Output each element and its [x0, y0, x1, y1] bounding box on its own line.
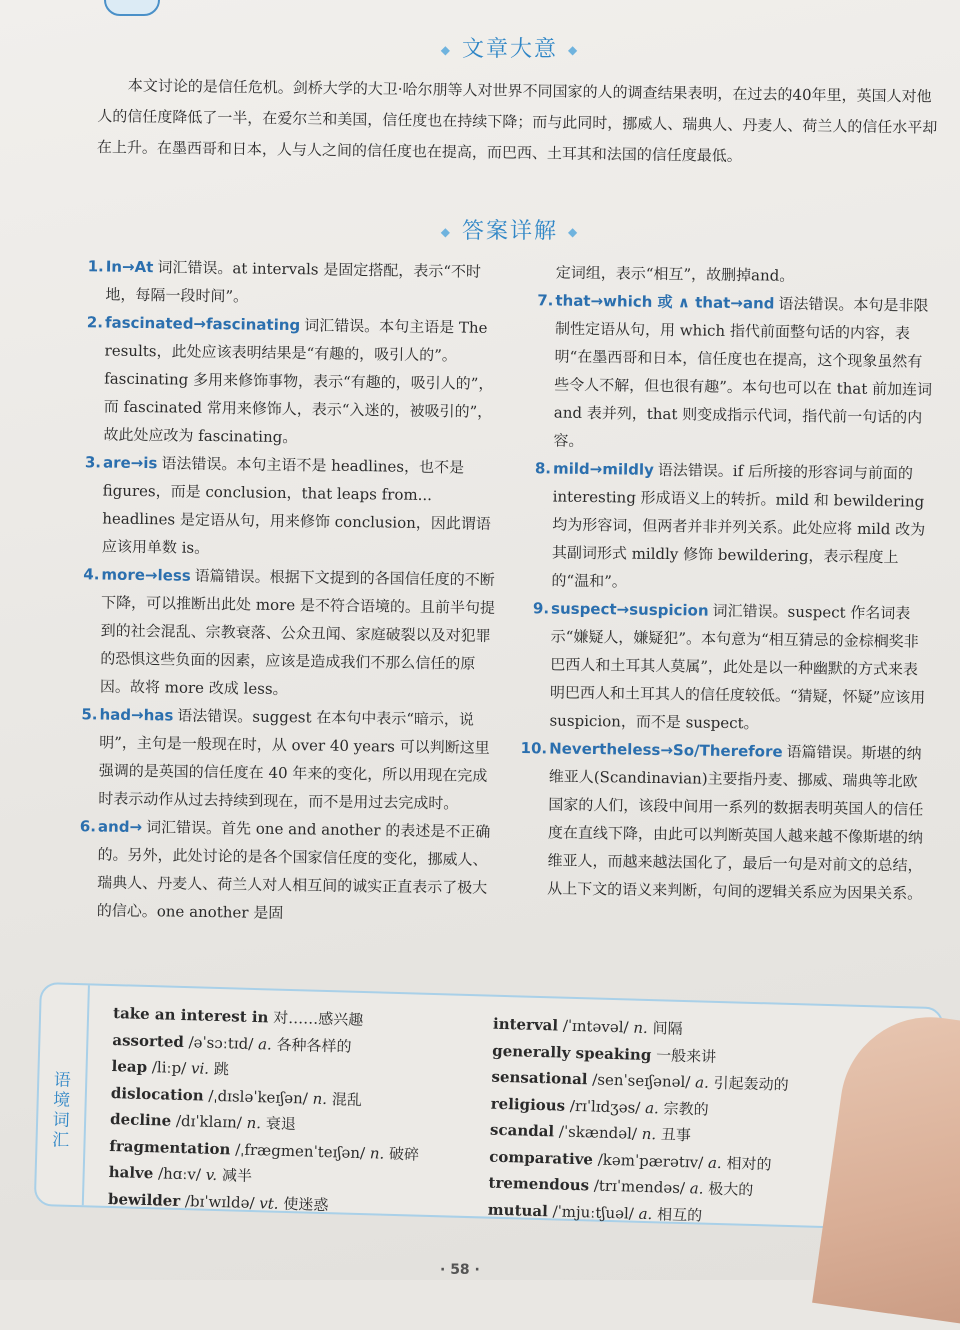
vocab-entry: mutual /ˈmjuːtʃuəl/ a. 相互的: [487, 1200, 703, 1225]
vocab-entry: assorted /əˈsɔːtɪd/ a. 各种各样的: [112, 1030, 352, 1056]
vocab-entry: tremendous /trɪˈmendəs/ a. 极大的: [488, 1173, 754, 1199]
answers-left-column: [61, 252, 500, 930]
vocabulary-side-tab: [36, 984, 90, 1205]
vocab-entry: scandal /ˈskændəl/ n. 丑事: [489, 1120, 692, 1145]
answer-item: 2. fascinated→fascinating 词汇错误。本句主语是 The results，此处应该表明结果是“有趣的，吸引人的”。fascinating 多用来修饰事物，表示“有趣的，吸引人的”，而 fascinated 常用来修饰人，表示“入迷的，被吸引的”，故此处应改为 fascinating。: [86, 313, 494, 447]
answers-heading: ◆ 答案详解 ◆: [440, 219, 580, 244]
vocab-entry: dislocation /ˌdɪsləˈkeɪʃən/ n. 混乱: [110, 1083, 363, 1109]
vocab-entry: bewilder /bɪˈwɪldə/ vt. 使迷惑: [107, 1189, 329, 1214]
answers-right-column: [511, 258, 935, 908]
vocab-entry: religious /rɪˈlɪdʒəs/ a. 宗教的: [490, 1094, 709, 1119]
vocab-entry: generally speaking 一般来讲: [492, 1041, 717, 1066]
vocab-entry: interval /ˈɪntəvəl/ n. 间隔: [492, 1014, 683, 1038]
vocab-entry: comparative /kəmˈpærətɪv/ a. 相对的: [489, 1147, 772, 1173]
answer-item: 9. suspect→suspicion 词汇错误。suspect 作名词表示“嫌疑人，嫌疑犯”。本句意为“相互猜忌的金棕榈奖非巴西人和土耳其人莫属”，此处是以一种幽默的方式来表明巴西人和土耳其人的信任度较低。“猜疑，怀疑”应该用 suspicion，而不是 suspect。: [532, 599, 926, 733]
answer-item: 4. more→less 语篇错误。根据下文提到的各国信任度的不断下降，可以推断出此处 more 是不符合语境的。且前半句提到的社会混乱、宗教衰落、公众丑闻、家庭破裂以及对犯罪的恐惧这些负面的因素，应该是造成我们不那么信任的原因。故将 more 改成 less。: [83, 565, 496, 699]
vocabulary-list-left: [108, 1000, 494, 1223]
answer-item: 10. Nevertheless→So/Therefore 语篇错误。斯堪的纳维亚人(Scandinavian)主要指丹麦、挪威、瑞典等北欧国家的人们，该段中间用一系列的数据表明英国人的信任度在直线下降，由此可以判断英国人越来越不像斯堪的纳维亚人，而越来越法国化了，最后一句是对前文的总结，从上下文的语义来判断，句间的逻辑关系应为因果关系。: [520, 739, 924, 903]
vocabulary-box: [34, 982, 944, 1231]
answer-item: 7. that→which 或 ∧ that→and 语法错误。本句是非限制性定语从句，用 which 指代前面整句话的内容，表明“在墨西哥和日本，信任度也在提高，这个现象虽然有些令人不解，但也很有趣”。本句也可以在 that 前加连词 and 表并列，that 则变成指示代词，指代前一句话的内容。: [537, 291, 933, 450]
page-number: · 58 ·: [440, 1262, 480, 1278]
answer-item: 8. mild→mildly 语法错误。if 后所接的形容词与前面的 interesting 形成语义上的转折。mild 和 bewildering 均为形容词，但两者并非并列关系。此处应将 mild 改为其副词形式 mildly 修饰 bewildering，表示程度上的“温和”。: [534, 459, 926, 591]
vocab-entry: take an interest in 对……感兴趣: [112, 1004, 364, 1030]
answer-item: 3. are→is 语法错误。本句主语不是 headlines，也不是 figures，而是 conclusion，that leaps from... headlines 是定语从句，用来修饰 conclusion，因此谓语应该用单数 is。: [84, 453, 491, 557]
answer-item: 5. had→has 语法错误。suggest 在本句中表示“暗示，说明”，主句是一般现在时，从 over 40 years 可以判断这里强调的是英国的信任度在 40 年来的变化，所以用现在完成时表示动作从过去持续到现在，而不是用过去完成时。: [81, 705, 490, 813]
vocab-entry: fragmentation /ˌfrægmenˈteɪʃən/ n. 破碎: [109, 1136, 420, 1164]
summary-text: 本文讨论的是信任危机。剑桥大学的大卫·哈尔朋等人对世界不同国家的人的调查结果表明，在过去的40年里，英国人对他人的信任度降低了一半，在爱尔兰和美国，信任度也在持续下降；而与此同时，挪威人、瑞典人、丹麦人、荷兰人的信任水平却在上升。在墨西哥和日本，人与人之间的信任度也在提高，而巴西、土耳其和法国的信任度最低。: [96, 76, 938, 165]
answer-item: 1. In→At 词汇错误。at intervals 是固定搭配，表示“不时地，每隔一段时间”。: [87, 257, 482, 306]
vocabulary-label: 语境词汇: [51, 1070, 72, 1151]
answer-item: 6. and→ 词汇错误。首先 one and another 的表述是不正确的。另外，此处讨论的是各个国家信任度的变化，挪威人、瑞典人、丹麦人、荷兰人对人相互间的诚实正直表示了极大的信心。one another 是固: [79, 817, 491, 923]
vocab-entry: decline /dɪˈklaɪn/ n. 衰退: [109, 1110, 297, 1134]
vocab-entry: halve /hɑːv/ v. 减半: [108, 1162, 253, 1185]
answer-item-continuation: 定词组，表示“相互”，故删掉and。: [555, 263, 795, 285]
summary-heading: ◆ 文章大意 ◆: [440, 37, 580, 62]
vocab-entry: leap /liːp/ vi. 跳: [111, 1057, 230, 1079]
vocab-entry: sensational /senˈseɪʃənəl/ a. 引起轰动的: [491, 1067, 789, 1094]
corner-badge: [104, 0, 160, 16]
